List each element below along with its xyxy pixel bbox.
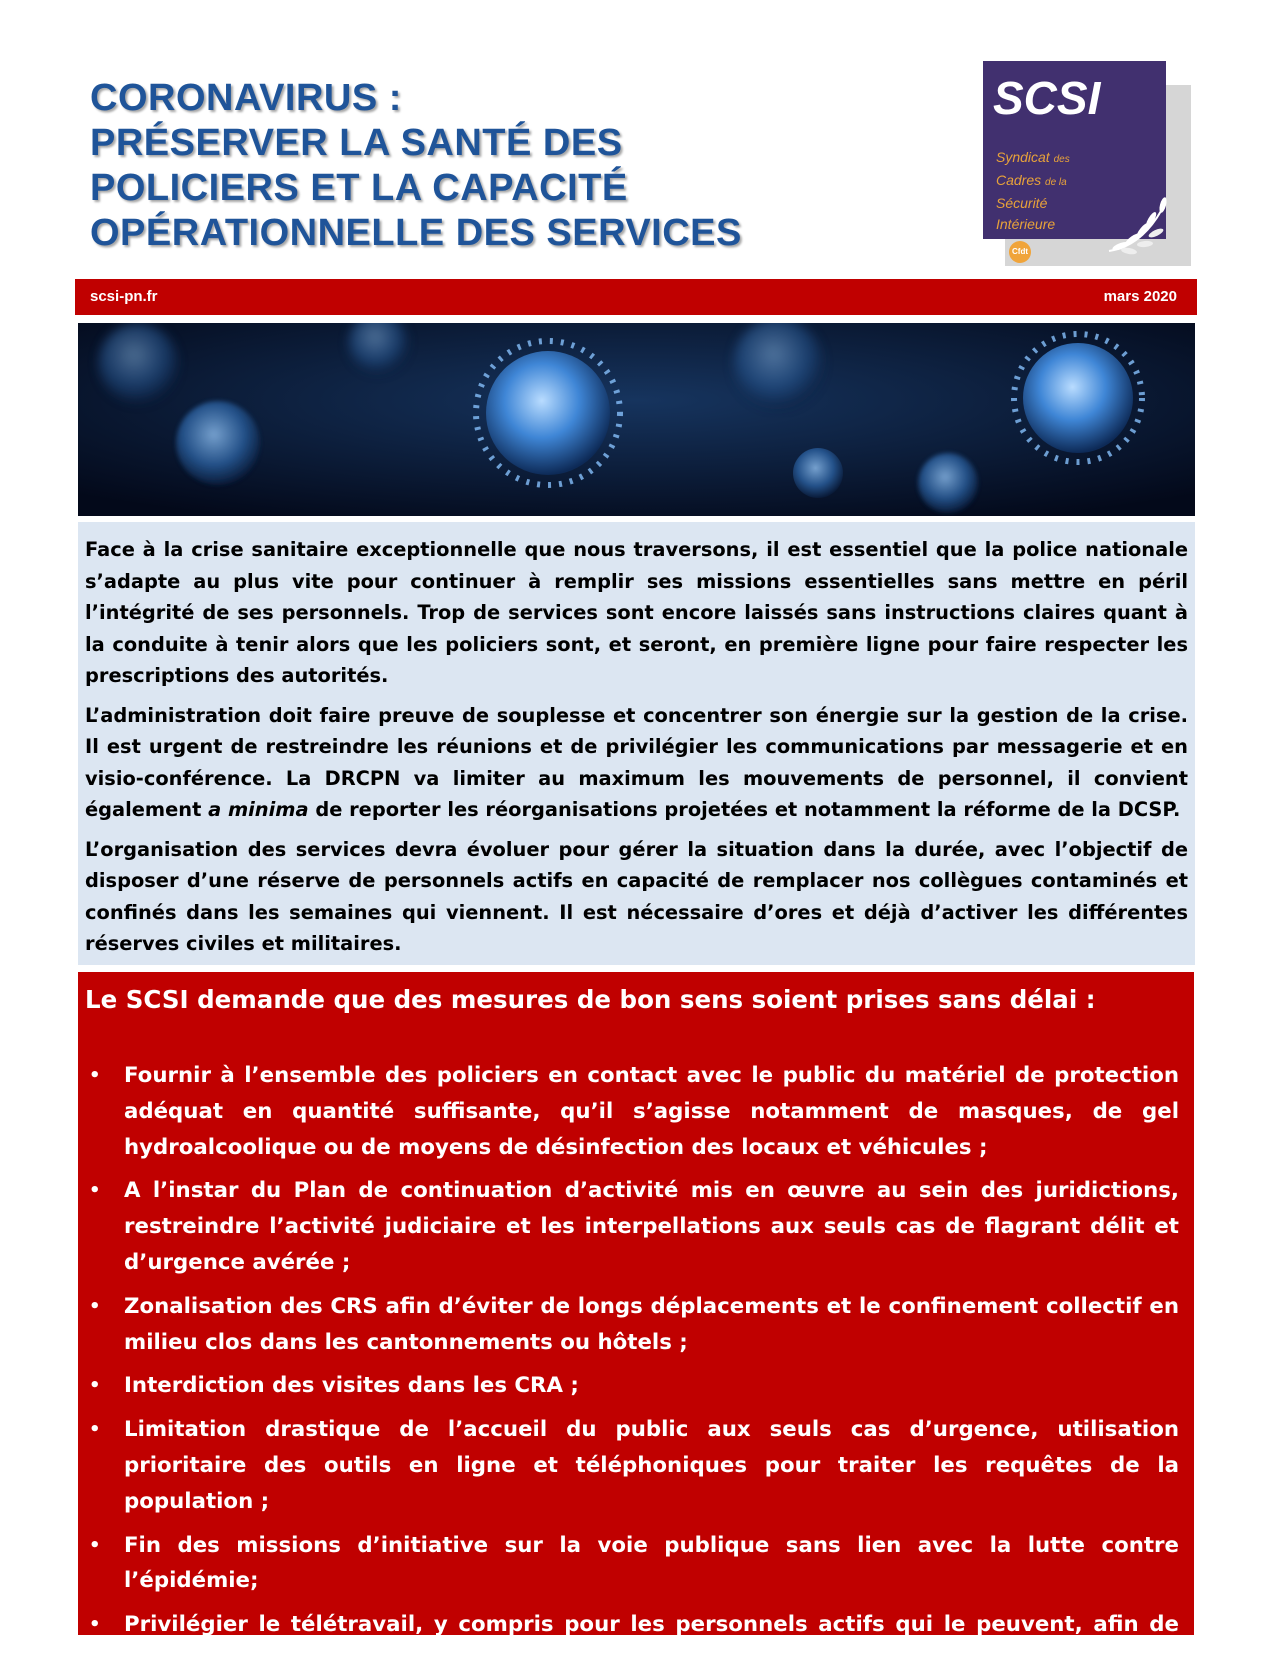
logo-subtitle: Syndicat des Cadres de la Sécurité Intérieure (996, 149, 1070, 232)
title-line: CORONAVIRUS : (90, 77, 402, 119)
list-item: • Fournir à l’ensemble des policiers en contact avec le public du matériel de protection adéquat en quantité suffisante, qu’il s’agisse notamment de masques, de gel hydroalcoolique ou de moyens de désinfection des locaux et véhicules ; (89, 1063, 1179, 1160)
coronavirus-banner-image (78, 323, 1195, 516)
laurel-icon (1101, 191, 1186, 261)
list-item: • Zonalisation des CRS afin d’éviter de longs déplacements et le confinement collectif en milieu clos dans les cantonnements ou hôtels ; (89, 1293, 1179, 1355)
title-line: OPÉRATIONNELLE DES SERVICES (90, 212, 742, 254)
demands-heading: Le SCSI demande que des mesures de bon sens soient prises sans délai : (85, 985, 1096, 1014)
list-item: • Limitation drastique de l’accueil du public aux seuls cas d’urgence, utilisation prioritaire des outils en ligne et téléphoniques pour traiter les requêtes de la population ; (89, 1417, 1179, 1514)
virus-illustration (78, 323, 1195, 516)
info-bar (75, 279, 1197, 315)
intro-section (78, 522, 1195, 965)
website-label: scsi-pn.fr (90, 288, 158, 305)
title-line: PRÉSERVER LA SANTÉ DES (90, 122, 623, 164)
cfdt-badge: Cfdt (1009, 241, 1031, 263)
intro-paragraph: L’organisation des services devra évoluer pour gérer la situation dans la durée, avec l’objectif de disposer d’une réserve de personnels actifs en capacité de remplacer nos collègues contaminés et confinés dans les semaines qui viennent. Il est nécessaire d’ores et déjà d’activer les différentes réserves civiles et militaires. (85, 837, 1188, 955)
demands-list (85, 1058, 1179, 1679)
list-item: • A l’instar du Plan de continuation d’activité mis en œuvre au sein des juridictions, restreindre l’activité judiciaire et les interpellations aux seuls cas de flagrant délit et d’urgence avérée ; (89, 1178, 1179, 1275)
list-item: • Fin des missions d’initiative sur la voie publique sans lien avec la lutte contre l’épidémie; (89, 1532, 1179, 1594)
scsi-logo (983, 61, 1193, 266)
title-line: POLICIERS ET LA CAPACITÉ (90, 167, 628, 209)
date-label: mars 2020 (1103, 288, 1177, 305)
intro-paragraph: L’administration doit faire preuve de souplesse et concentrer son énergie sur la gestion de la crise. Il est urgent de restreindre les réunions et de privilégier les communications par messagerie et en visio-conférence. La DRCPN va limiter au maximum les mouvements de personnel, il convient également a minima de reporter les réorganisations projetées et notamment la réforme de la DCSP. (85, 703, 1188, 821)
list-item: • Privilégier le télétravail, y compris pour les personnels actifs qui le peuvent, afin de constituer une réserve à disposition de la DGPN. (89, 1612, 1179, 1673)
logo-wordmark: SCSI (993, 72, 1101, 124)
intro-paragraph: Face à la crise sanitaire exceptionnelle que nous traversons, il est essentiel que la police nationale s’adapte au plus vite pour continuer à remplir ses missions essentielles sans mettre en péril l’intégrité de ses personnels. Trop de services sont encore laissés sans instructions claires quant à la conduite à tenir alors que les policiers sont, et seront, en première ligne pour faire respecter les prescriptions des autorités. (85, 538, 1188, 687)
page-title (90, 76, 910, 256)
demands-section (78, 972, 1194, 1673)
italic-phrase: a minima (208, 798, 309, 821)
list-item: • Interdiction des visites dans les CRA ; (89, 1373, 579, 1399)
